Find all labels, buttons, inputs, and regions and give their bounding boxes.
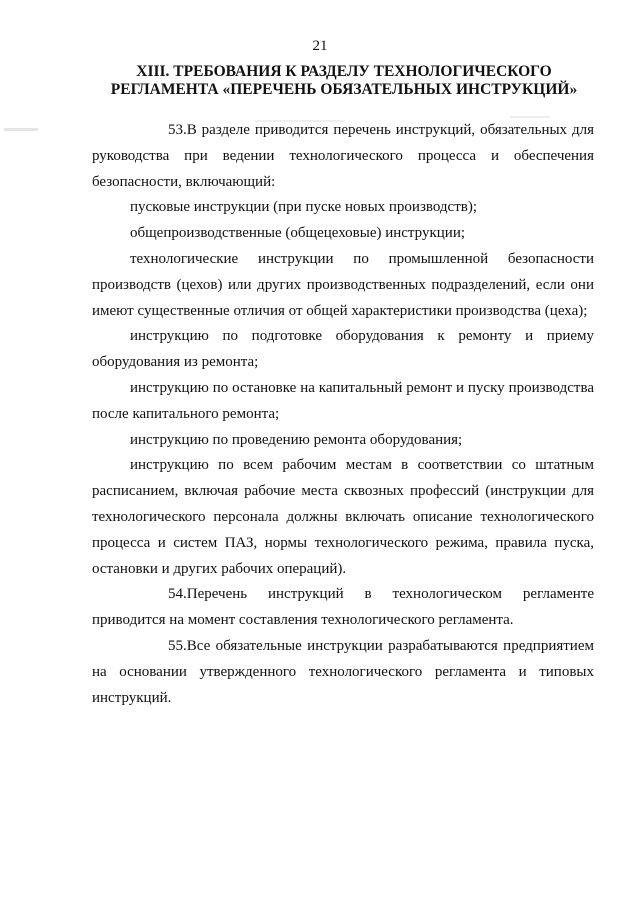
list-item: общепроизводственные (общецеховые) инструкции; xyxy=(130,225,466,242)
paragraph-text: В разделе приводится перечень инструкций, обязательных для руководства при ведении технологического процесса и обеспечения безопасности, включающий: xyxy=(92,122,594,190)
paragraph-54 xyxy=(92,582,594,634)
paragraph-text: Перечень инструкций в технологическом регламенте приводится на момент составления технологического регламента. xyxy=(92,586,594,629)
section-heading xyxy=(90,63,598,99)
list-item: пусковые инструкции (при пуске новых производств); xyxy=(130,199,478,216)
scan-artifact xyxy=(4,128,38,131)
paragraph-text: Все обязательные инструкции разрабатываются предприятием на основании утвержденного технологического регламента и типовых инструкций. xyxy=(92,637,594,706)
paragraph-number: 54. xyxy=(168,586,187,603)
list-item: инструкцию по подготовке оборудования к ремонту и приему оборудования из ремонта; xyxy=(92,328,594,371)
paragraph-number: 53. xyxy=(168,122,187,138)
list-item: инструкцию по всем рабочим местам в соответствии со штатным расписанием, включая рабочие места сквозных профессий (инструкции для технологического персонала должны включать описание технологического процесса и систем ПАЗ, нормы технологического режима, правила пуска, остановки и других рабочих операций). xyxy=(92,457,594,577)
paragraph-53 xyxy=(92,118,594,195)
section-heading-line-1: XIII. ТРЕБОВАНИЯ К РАЗДЕЛУ ТЕХНОЛОГИЧЕСКОГО xyxy=(136,63,552,80)
list-item: инструкцию по проведению ремонта оборудования; xyxy=(130,431,463,448)
section-heading-line-2: РЕГЛАМЕНТА «ПЕРЕЧЕНЬ ОБЯЗАТЕЛЬНЫХ ИНСТРУКЦИЙ» xyxy=(110,81,578,98)
paragraph-number: 55. xyxy=(168,637,187,654)
paragraph-55 xyxy=(92,634,594,711)
document-body xyxy=(92,118,594,711)
list-item: технологические инструкции по промышленной безопасности производств (цехов) или других производственных подразделений, если они имеют существенные отличия от общей характеристики производства (цеха); xyxy=(92,250,594,319)
page-number: 21 xyxy=(312,38,328,54)
list-item: инструкцию по остановке на капитальный ремонт и пуску производства после капитального ремонта; xyxy=(92,379,594,422)
